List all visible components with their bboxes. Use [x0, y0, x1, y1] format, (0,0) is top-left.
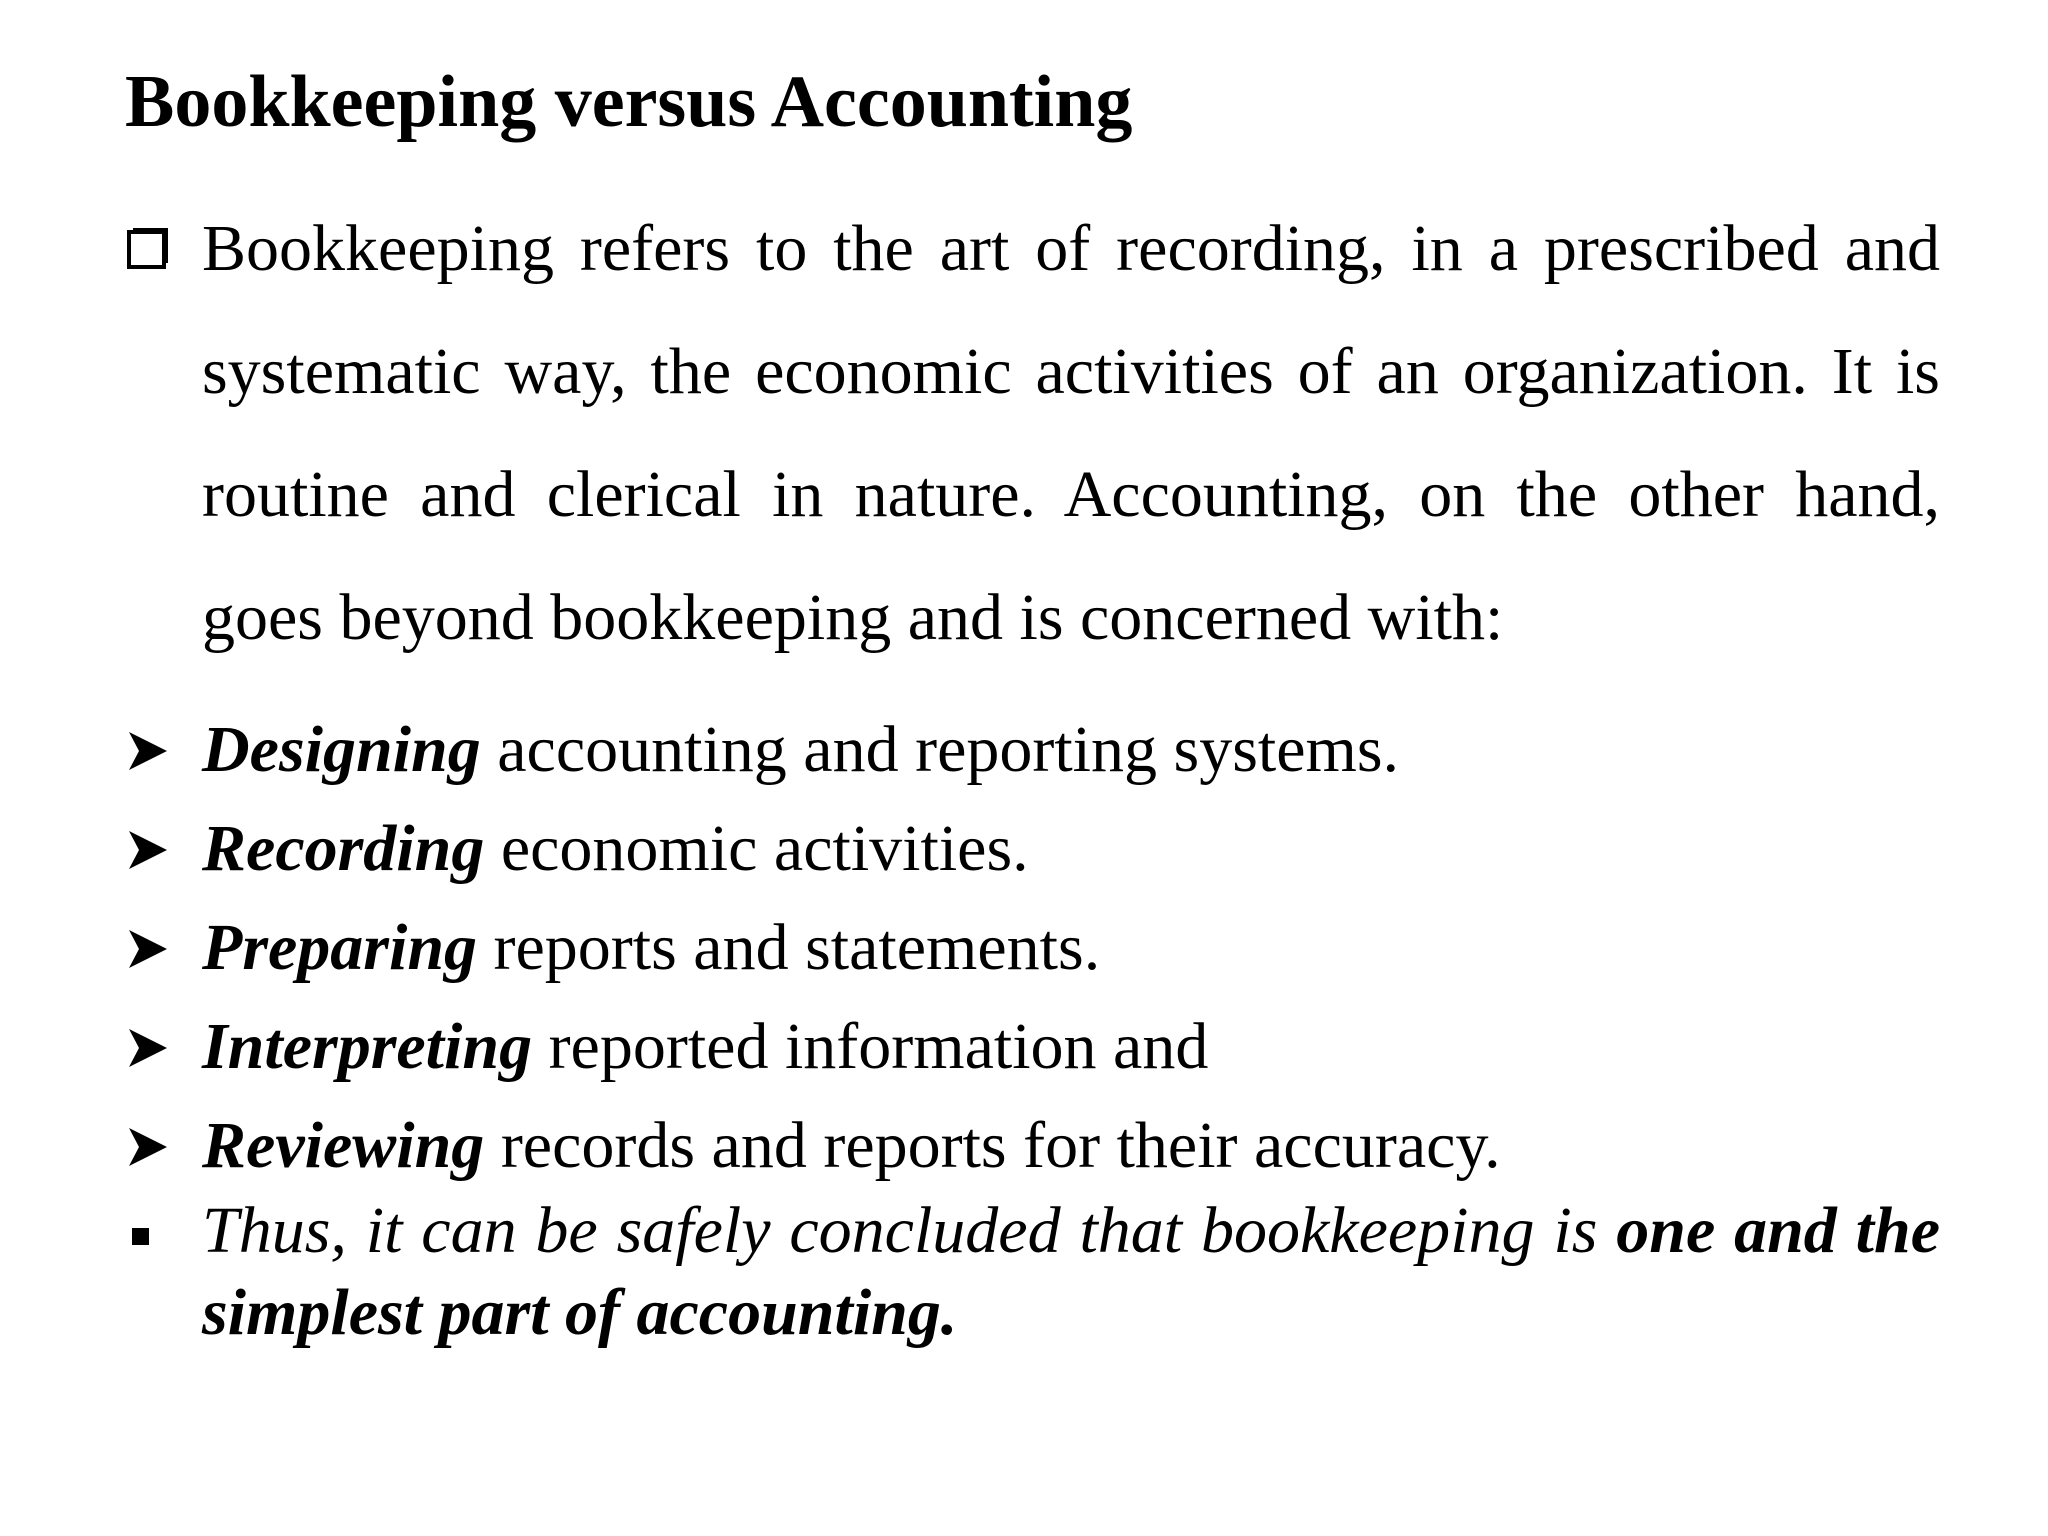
list-item-term: Designing [202, 713, 481, 786]
conclusion-paragraph [125, 1190, 1940, 1354]
list-item [125, 898, 1940, 997]
intro-text: Bookkeeping refers to the art of recording, in a prescribed and systematic way, the economic activities of an organization. It is routine and clerical in nature. Accounting, on the other hand, goes beyond bookkeeping and is concerned with: [202, 212, 1940, 654]
list-item-term: Reviewing [202, 1109, 485, 1182]
square-bullet-icon [132, 1228, 149, 1245]
list-item-text [202, 700, 1399, 799]
list-item-rest: records and reports for their accuracy. [484, 1109, 1501, 1182]
list-item-rest: accounting and reporting systems. [480, 713, 1400, 786]
list-item-rest: reported information and [532, 1010, 1209, 1083]
conclusion-emphasis: one and the simplest part of accounting. [202, 1194, 1940, 1349]
list-item-term: Preparing [202, 911, 478, 984]
list-item-text [202, 1096, 1501, 1195]
accounting-points-list [125, 700, 1940, 1195]
conclusion-text [202, 1190, 1940, 1354]
arrow-bullet-icon [127, 928, 169, 970]
arrow-bullet-icon [127, 1126, 169, 1168]
list-item-term: Recording [202, 812, 485, 885]
list-item-rest: reports and statements. [477, 911, 1101, 984]
checkbox-outline-icon [127, 225, 171, 269]
list-item [125, 997, 1940, 1096]
list-item-text [202, 799, 1029, 898]
arrow-bullet-icon [127, 829, 169, 871]
slide-title: Bookkeeping versus Accounting [125, 61, 1133, 143]
list-item [125, 799, 1940, 898]
arrow-bullet-icon [127, 1027, 169, 1069]
list-item [125, 700, 1940, 799]
arrow-bullet-icon [127, 730, 169, 772]
intro-paragraph [125, 205, 1940, 679]
list-item-text [202, 898, 1100, 997]
list-item-text [202, 997, 1208, 1096]
conclusion-lead: Thus, it can be safely concluded that bookkeeping is [202, 1194, 1617, 1267]
list-item-term: Interpreting [202, 1010, 533, 1083]
list-item-rest: economic activities. [484, 812, 1029, 885]
list-item [125, 1096, 1940, 1195]
